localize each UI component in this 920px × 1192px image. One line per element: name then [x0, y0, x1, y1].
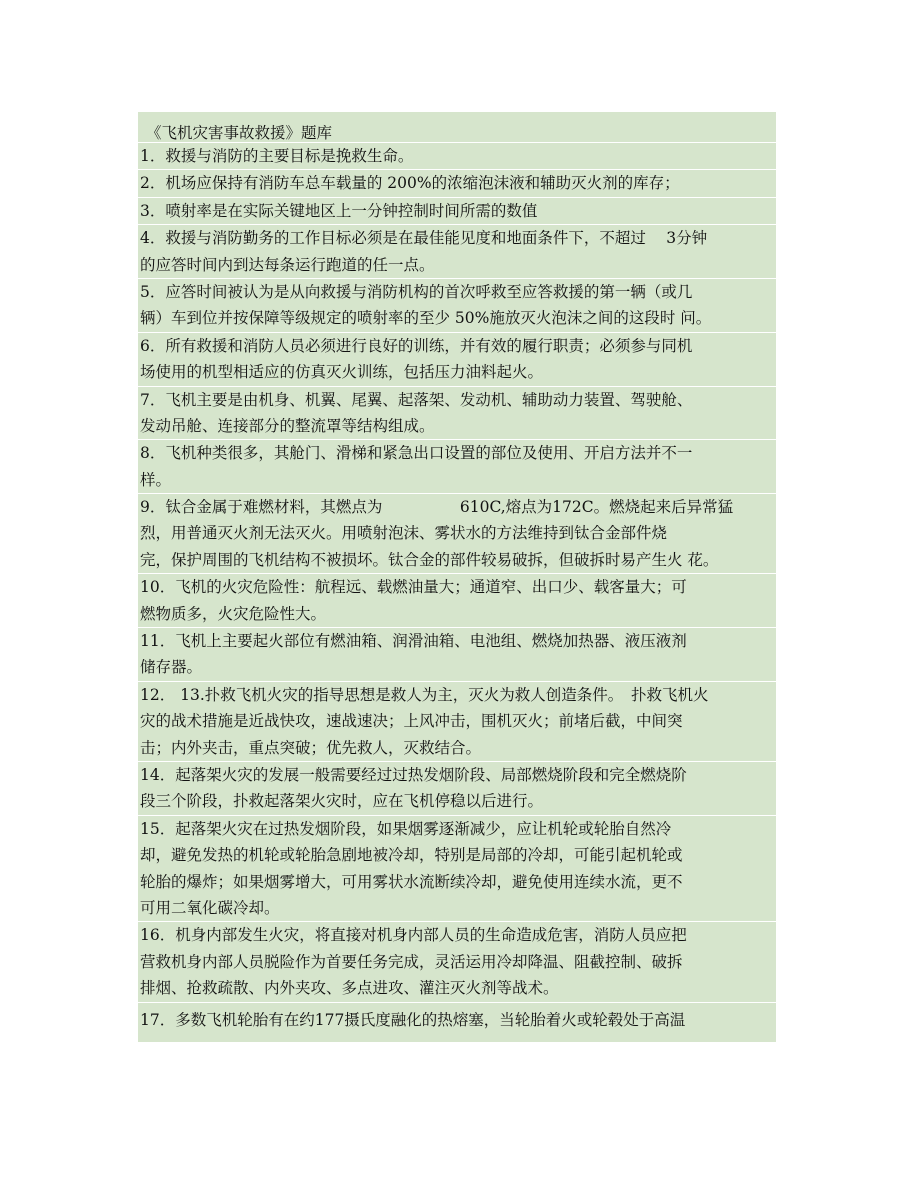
question-item [138, 921, 776, 1001]
document-page [138, 112, 776, 1042]
question-item [138, 169, 776, 196]
question-line: 3．喷射率是在实际关键地区上一分钟控制时间所需的数值 [140, 201, 538, 220]
question-line: 场使用的机型相适应的仿真灭火训练，包括压力油料起火。 [140, 363, 544, 382]
question-line: 营救机身内部人员脱险作为首要任务完成，灵活运用冷却降温、阻截控制、破拆 [140, 952, 683, 971]
question-line: 12． 13.扑救飞机火灾的指导思想是救人为主，灭火为救人创造条件。 扑救飞机火 [140, 685, 709, 704]
question-line: 7．飞机主要是由机身、机翼、尾翼、起落架、发动机、辅助动力装置、驾驶舱、 [140, 390, 693, 409]
question-line: 9．钛合金属于难燃材料，其燃点为 610C,熔点为172C。燃烧起来后异常猛 [140, 498, 734, 517]
question-line: 4．救援与消防勤务的工作目标必须是在最佳能见度和地面条件下，不超过 3分钟 [140, 229, 708, 248]
question-item [138, 224, 776, 278]
question-list [138, 142, 776, 1033]
document-title: 《飞机灾害事故救援》题库 [146, 124, 333, 142]
question-line: 2．机场应保持有消防车总车载量的 200%的浓缩泡沫液和辅助灭火剂的库存； [140, 174, 680, 193]
question-line: 烈，用普通灭火剂无法灭火。用喷射泡沫、雾状水的方法维持到钛合金部件烧 [140, 524, 668, 543]
question-line: 轮胎的爆炸；如果烟雾增大，可用雾状水流断续冷却，避免使用连续水流，更不 [140, 872, 683, 891]
question-item [138, 1002, 776, 1033]
question-line: 16．机身内部发生火灾，将直接对机身内部人员的生命造成危害，消防人员应把 [140, 926, 687, 945]
question-item [138, 573, 776, 627]
question-line: 完，保护周围的飞机结构不被损坏。钛合金的部件较易破拆，但破拆时易产生火 花。 [140, 550, 719, 569]
question-line: 样。 [140, 470, 172, 489]
question-item [138, 386, 776, 440]
question-item [138, 627, 776, 681]
question-item [138, 493, 776, 573]
question-line: 发动吊舱、连接部分的整流罩等结构组成。 [140, 416, 435, 435]
question-line: 可用二氧化碳冷却。 [140, 898, 280, 917]
question-line: 却，避免发热的机轮或轮胎急剧地被冷却，特别是局部的冷却，可能引起机轮或 [140, 846, 683, 865]
question-line: 8．飞机种类很多，其舱门、滑梯和紧急出口设置的部位及使用、开启方法并不一 [140, 444, 693, 463]
question-line: 10．飞机的火灾危险性：航程远、载燃油量大；通道窄、出口少、载客量大；可 [140, 578, 687, 597]
question-item [138, 681, 776, 761]
question-item [138, 332, 776, 386]
question-item [138, 439, 776, 493]
question-line: 储存器。 [140, 658, 203, 677]
question-item [138, 197, 776, 224]
question-item [138, 815, 776, 922]
question-line: 段三个阶段，扑救起落架火灾时，应在飞机停稳以后进行。 [140, 792, 544, 811]
question-item [138, 761, 776, 815]
question-line: 击；内外夹击，重点突破；优先救人，灭救结合。 [140, 738, 482, 757]
question-line: 燃物质多，火灾危险性大。 [140, 604, 327, 623]
question-line: 11．飞机上主要起火部位有燃油箱、润滑油箱、电池组、燃烧加热器、液压液剂 [140, 632, 687, 651]
question-line: 的应答时间内到达每条运行跑道的任一点。 [140, 255, 435, 274]
question-line: 灾的战术措施是近战快攻，速战速决；上风冲击，围机灭火；前堵后截，中间突 [140, 712, 683, 731]
question-line: 17．多数飞机轮胎有在约177摄氏度融化的热熔塞，当轮胎着火或轮毂处于高温 [140, 1010, 686, 1029]
question-line: 辆）车到位并按保障等级规定的喷射率的至少 50%施放灭火泡沫之间的这段时 问。 [140, 309, 712, 328]
question-line: 5．应答时间被认为是从向救援与消防机构的首次呼救至应答救援的第一辆（或几 [140, 282, 693, 301]
question-line: 15．起落架火灾在过热发烟阶段，如果烟雾逐渐减少，应让机轮或轮胎自然冷 [140, 819, 672, 838]
question-line: 1．救援与消防的主要目标是挽救生命。 [140, 147, 414, 165]
question-line: 14．起落架火灾的发展一般需要经过过热发烟阶段、局部燃烧阶段和完全燃烧阶 [140, 765, 687, 784]
question-item [138, 142, 776, 169]
question-item [138, 278, 776, 332]
question-line: 排烟、抢救疏散、内外夹攻、多点进攻、灌注灭火剂等战术。 [140, 979, 559, 998]
question-line: 6．所有救援和消防人员必须进行良好的训练，并有效的履行职责；必须参与同机 [140, 336, 693, 355]
